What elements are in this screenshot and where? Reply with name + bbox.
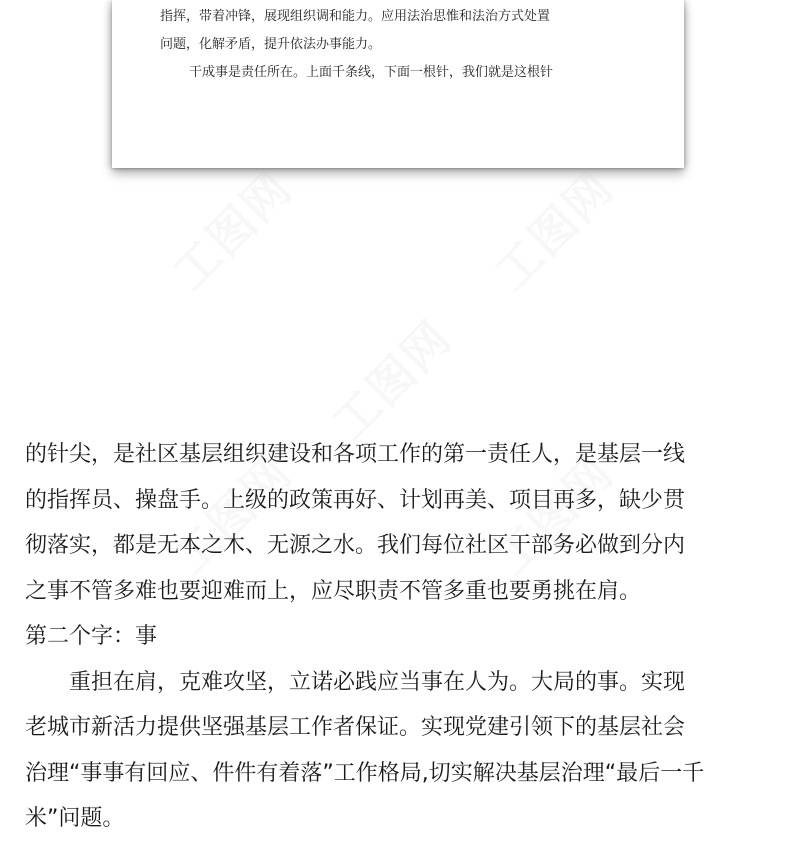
document-body: [25, 432, 725, 842]
section-heading: 第二个字：事: [25, 624, 158, 649]
paragraph-line: 的针尖，是社区基层组织建设和各项工作的第一责任人，是基层一线: [25, 442, 686, 467]
preview-text-line: 指挥，带着冲锋，展现组织调和能力。应用法治思惟和法治方式处置: [160, 9, 551, 24]
paragraph-line: 治理“事事有回应、件件有着落”工作格局,切实解决基层治理“最后一千: [25, 760, 705, 786]
watermark: 工图网: [162, 160, 303, 301]
paragraph-line: 彻落实，都是无本之木、无源之水。我们每位社区干部务必做到分内: [25, 533, 686, 558]
paragraph-line: 重担在肩，克难攻坚，立诺必践应当事在人为。大局的事。实现: [69, 669, 686, 695]
watermark: 工图网: [484, 160, 625, 301]
paragraph-line: 之事不管多难也要迎难而上，应尽职责不管多重也要勇挑在肩。: [25, 578, 642, 604]
page-preview-card: [112, 0, 684, 168]
watermark: 工图网: [322, 310, 463, 451]
paragraph-line: 的指挥员、操盘手。上级的政策再好、计划再美、项目再多，缺少贯: [25, 487, 686, 513]
paragraph-line: 米”问题。: [25, 806, 125, 831]
watermark: 工图网: [484, 445, 625, 586]
preview-text-line: 问题，化解矛盾，提升依法办事能力。: [160, 37, 382, 52]
preview-text-line: 干成事是责任所在。上面千条线，下面一根针，我们就是这根针: [189, 65, 554, 80]
watermark: 工图网: [162, 445, 303, 586]
paragraph-line: 老城市新活力提供坚强基层工作者保证。实现党建引领下的基层社会: [25, 715, 686, 740]
